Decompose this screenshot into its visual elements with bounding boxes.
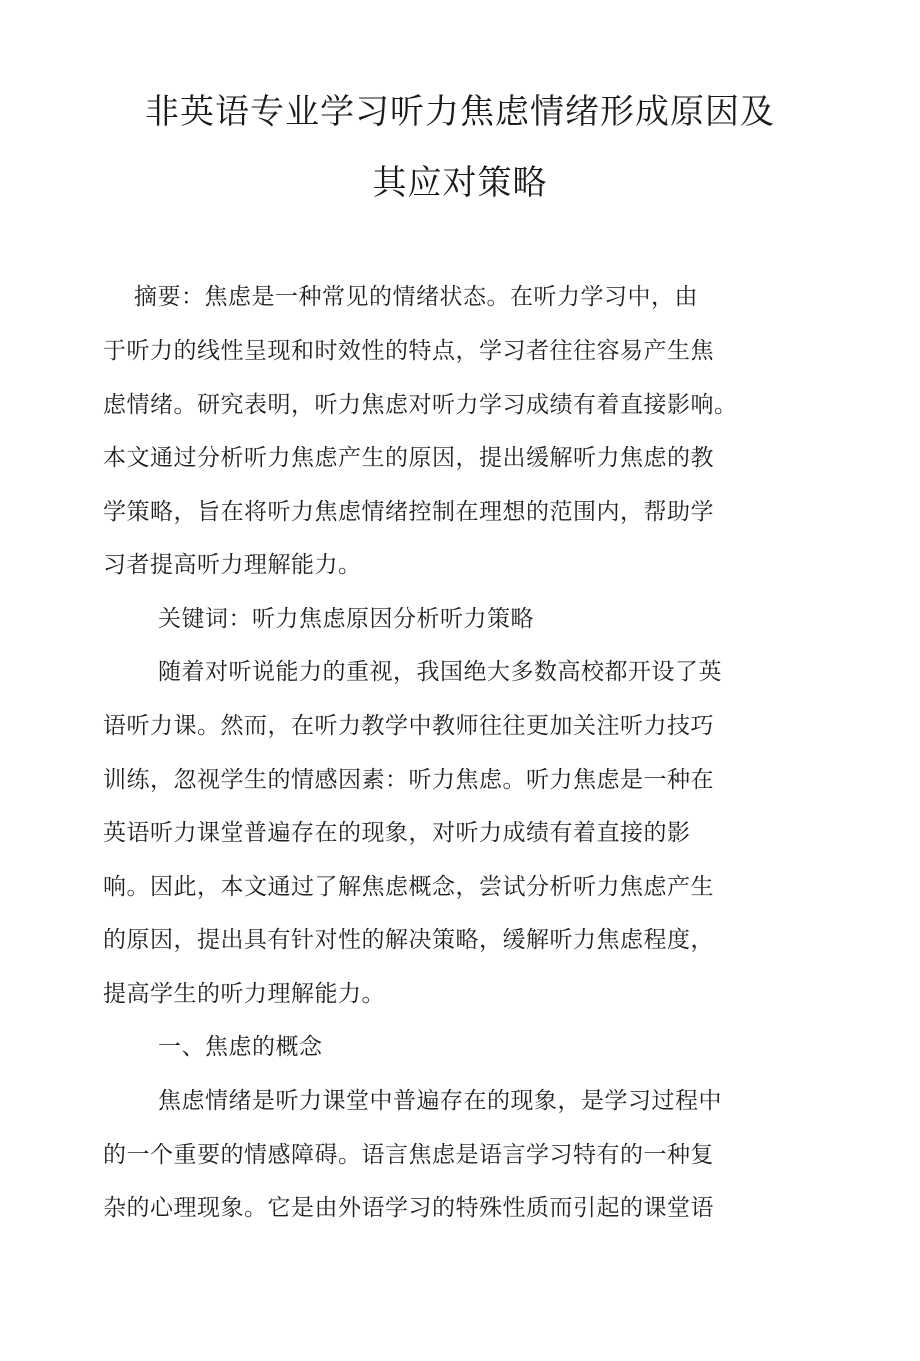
keywords-line: 关键词：听力焦虑原因分析听力策略 [158,606,534,632]
intro-line-1: 随着对听说能力的重视，我国绝大多数高校都开设了英 [158,659,722,685]
intro-line-6: 的原因，提出具有针对性的解决策略，缓解听力焦虑程度， [103,927,714,953]
section-heading: 一、焦虑的概念 [158,1034,323,1060]
abstract-line-2: 于听力的线性呈现和时效性的特点，学习者往往容易产生焦 [103,338,714,364]
abstract-line-5: 学策略，旨在将听力焦虑情绪控制在理想的范围内，帮助学 [103,499,714,525]
intro-line-3: 训练，忽视学生的情感因素：听力焦虑。听力焦虑是一种在 [103,767,714,793]
abstract-line-1: 摘要：焦虑是一种常见的情绪状态。在听力学习中，由 [134,284,698,310]
section-line-1: 焦虑情绪是听力课堂中普遍存在的现象，是学习过程中 [158,1088,722,1114]
page-title-line-2: 其应对策略 [372,163,548,203]
section-line-2: 的一个重要的情感障碍。语言焦虑是语言学习特有的一种复 [103,1142,714,1168]
intro-line-7: 提高学生的听力理解能力。 [103,981,385,1007]
abstract-line-6: 习者提高听力理解能力。 [103,552,362,578]
abstract-line-3: 虑情绪。研究表明，听力焦虑对听力学习成绩有着直接影响。 [103,392,738,418]
page-title-line-1: 非英语专业学习听力焦虑情绪形成原因及 [145,92,775,132]
intro-line-5: 响。因此，本文通过了解焦虑概念，尝试分析听力焦虑产生 [103,874,714,900]
intro-line-4: 英语听力课堂普遍存在的现象，对听力成绩有着直接的影 [103,820,691,846]
intro-line-2: 语听力课。然而，在听力教学中教师往往更加关注听力技巧 [103,713,714,739]
abstract-line-4: 本文通过分析听力焦虑产生的原因，提出缓解听力焦虑的教 [103,445,714,471]
section-line-3: 杂的心理现象。它是由外语学习的特殊性质而引起的课堂语 [103,1195,714,1221]
